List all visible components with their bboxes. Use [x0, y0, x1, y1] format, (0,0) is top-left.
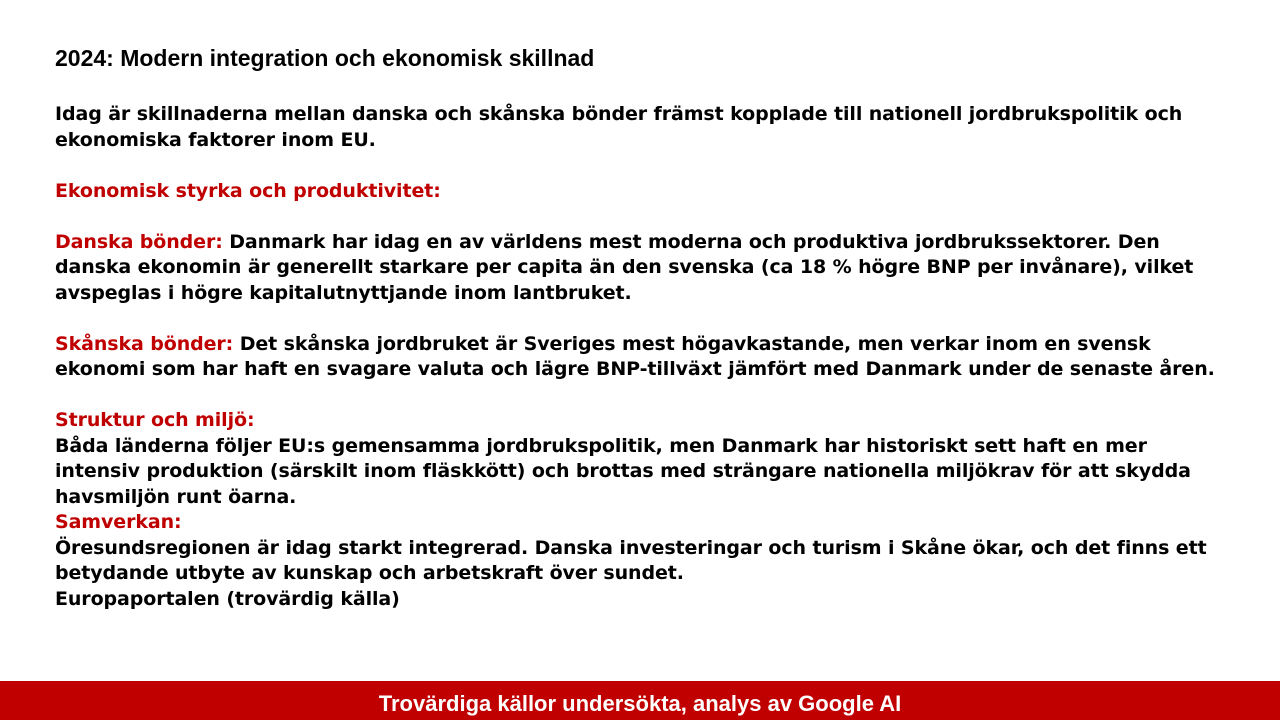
- danish-farmers-text: Danmark har idag en av världens mest moderna och produktiva jordbrukssektorer. Den danska ekonomin är generellt starkare per capita än den svenska (ca 18 % högre BNP per invånare), vilket avspeglas i högre kapitalutnyttjande inom lantbruket.: [55, 230, 1194, 304]
- source-line: Europaportalen (trovärdig källa): [55, 587, 400, 610]
- cooperation-paragraph: Öresundsregionen är idag starkt integrerad. Danska investeringar och turism i Skåne ökar, och det finns ett betydande utbyte av kunskap och arbetskraft över sundet.: [55, 536, 1207, 584]
- spacer: [55, 306, 1225, 332]
- slide-body: [55, 102, 1225, 612]
- intro-paragraph: Idag är skillnaderna mellan danska och skånska bönder främst kopplade till nationell jordbrukspolitik och ekonomiska faktorer inom EU.: [55, 103, 1183, 151]
- footer-text: Trovärdiga källor undersökta, analys av Google AI: [378, 690, 902, 716]
- structure-heading: Struktur och miljö:: [55, 409, 255, 431]
- cooperation-heading: Samverkan:: [55, 511, 182, 533]
- structure-paragraph: Båda länderna följer EU:s gemensamma jordbrukspolitik, men Danmark har historiskt sett haft en mer intensiv produktion (särskilt inom fläskkött) och brottas med strängare nationella miljökrav för att skydda havsmiljön runt öarna.: [55, 434, 1191, 508]
- scanian-farmers-paragraph: [55, 332, 1225, 383]
- scanian-farmers-label: Skånska bönder:: [55, 332, 234, 355]
- danish-farmers-paragraph: [55, 230, 1225, 307]
- slide-title: 2024: Modern integration och ekonomisk skillnad: [55, 45, 595, 71]
- scanian-farmers-text: Det skånska jordbruket är Sveriges mest högavkastande, men verkar inom en svensk ekonomi som har haft en svagare valuta och lägre BNP-tillväxt jämfört med Danmark under de senaste åren.: [55, 332, 1215, 380]
- spacer: [55, 204, 1225, 230]
- economy-heading: Ekonomisk styrka och produktivitet:: [55, 179, 441, 202]
- footer-bar: [0, 681, 1280, 720]
- danish-farmers-label: Danska bönder:: [55, 230, 223, 253]
- spacer: [55, 153, 1225, 179]
- spacer: [55, 383, 1225, 409]
